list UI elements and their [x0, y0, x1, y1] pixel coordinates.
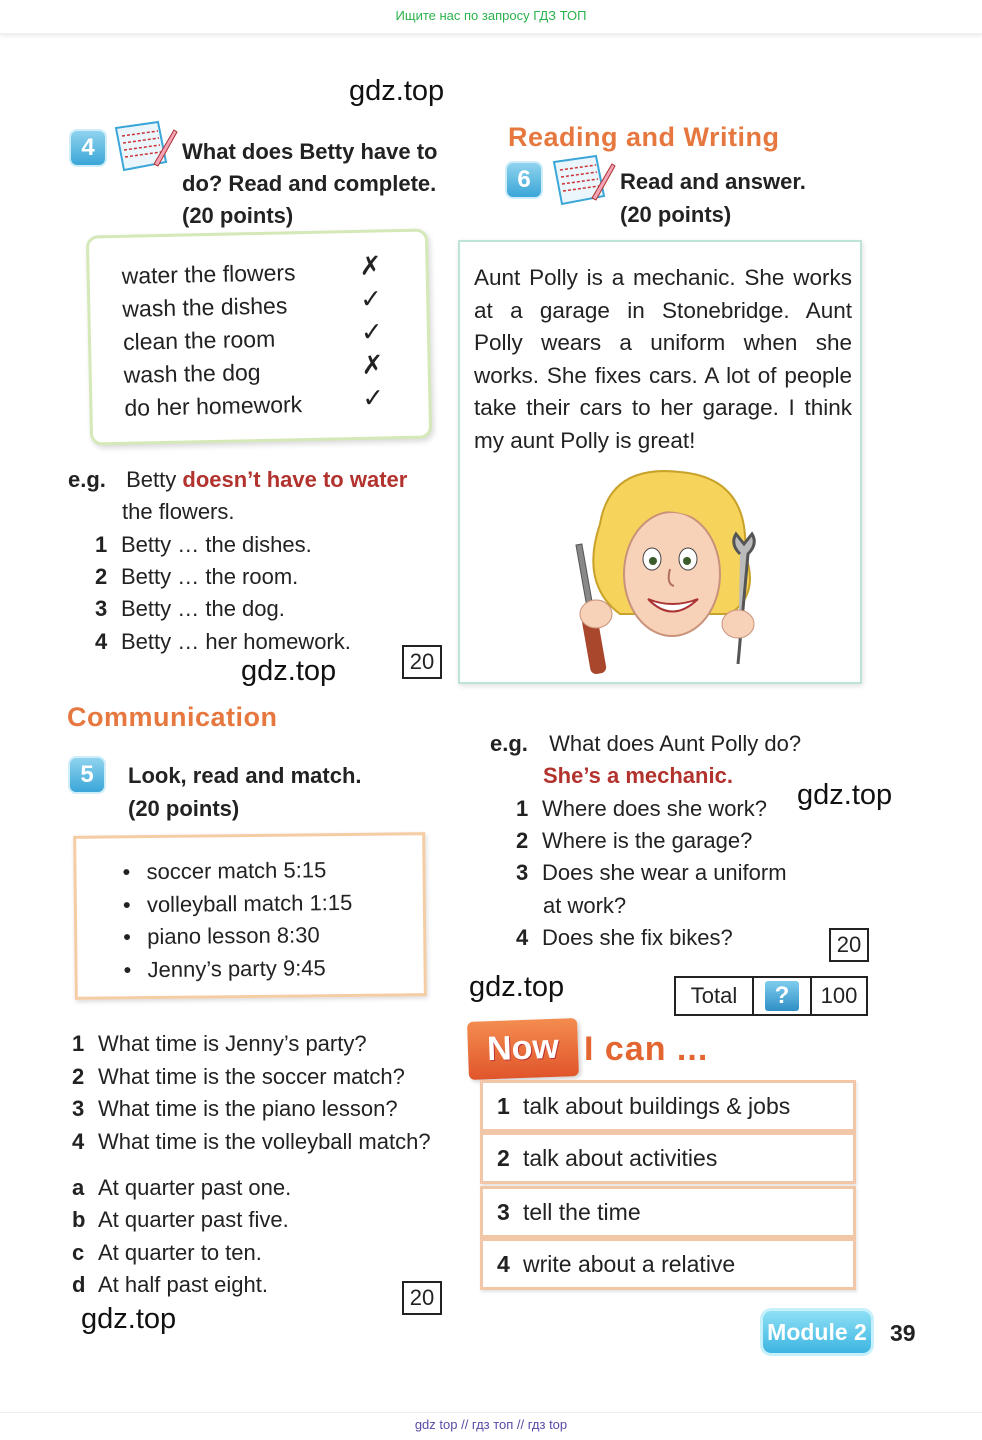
- task-number-badge: 6: [507, 163, 541, 197]
- total-label: Total: [676, 978, 754, 1014]
- answer-item: d At half past eight.: [72, 1272, 268, 1297]
- question-icon: ?: [754, 978, 812, 1014]
- eg-question: What does Aunt Polly do?: [549, 731, 802, 756]
- chores-box: [86, 228, 432, 445]
- watermark: gdz.top: [241, 655, 337, 687]
- answer-item: a At quarter past one.: [72, 1175, 292, 1200]
- task-number-badge: 4: [71, 131, 105, 165]
- task6-title: Read and answer.: [620, 169, 806, 194]
- writing-paper-icon: [548, 154, 616, 210]
- chore-item: do her homework: [124, 391, 303, 421]
- now-badge: Now: [467, 1018, 579, 1080]
- top-banner: Ищите нас по запросу ГДЗ ТОП: [0, 0, 982, 34]
- question-item: 3 What time is the piano lesson?: [72, 1096, 398, 1121]
- reading-question-cont: at work?: [543, 893, 627, 918]
- task4-item: 1 Betty … the dishes.: [95, 532, 312, 557]
- schedule-item: • Jenny’s party 9:45: [123, 955, 326, 983]
- aunt-polly-illustration: [560, 464, 780, 696]
- reading-passage-box: [458, 240, 862, 684]
- i-can-item: 2 talk about activities: [480, 1132, 856, 1184]
- task5-score-box: 20: [402, 1281, 442, 1315]
- eg-answer: She’s a mechanic.: [543, 763, 733, 788]
- check-mark-icon: ✓: [360, 316, 384, 347]
- task4-item: 3 Betty … the dog.: [95, 596, 285, 621]
- reading-question: 2 Where is the garage?: [516, 828, 753, 853]
- module-badge: Module 2: [763, 1311, 871, 1353]
- task4-score-box: 20: [402, 645, 442, 679]
- task4-title-line1: What does Betty have to: [182, 139, 438, 164]
- task4-example: [68, 464, 407, 496]
- question-item: 1 What time is Jenny’s party?: [72, 1031, 367, 1056]
- question-item: 2 What time is the soccer match?: [72, 1064, 405, 1089]
- watermark: gdz.top: [469, 971, 565, 1003]
- communication-heading: Communication: [67, 702, 278, 732]
- i-can-item: 1 talk about buildings & jobs: [480, 1080, 856, 1132]
- watermark: gdz.top: [349, 75, 445, 107]
- schedule-item: • soccer match 5:15: [122, 857, 327, 885]
- cross-mark-icon: ✗: [361, 349, 384, 380]
- task4-points: (20 points): [182, 203, 294, 228]
- writing-paper-icon: [110, 120, 178, 176]
- eg-answer: doesn’t have to water: [182, 467, 408, 492]
- eg-start: Betty: [126, 467, 177, 492]
- chore-item: wash the dishes: [122, 292, 288, 322]
- eg-label: e.g.: [490, 731, 528, 756]
- reading-example: [490, 728, 801, 760]
- schedule-item: • volleyball match 1:15: [122, 889, 353, 918]
- task6-points: (20 points): [620, 202, 732, 227]
- schedule-item: • piano lesson 8:30: [123, 922, 320, 950]
- task4-title-line2: do? Read and complete.: [182, 171, 437, 196]
- reading-passage: Aunt Polly is a mechanic. She works at a garage in Stonebridge. Aunt Polly wears a uniform when she works. She fixes cars. A lot of people take their cars to her garage. I think my aunt Polly is great!: [474, 265, 852, 453]
- answer-item: b At quarter past five.: [72, 1207, 289, 1232]
- question-item: 4 What time is the volleyball match?: [72, 1129, 431, 1154]
- reading-question: 4 Does she fix bikes?: [516, 925, 733, 950]
- reading-question: 3 Does she wear a uniform: [516, 860, 787, 885]
- eg-end: the flowers.: [122, 499, 235, 524]
- task6-score-box: 20: [829, 928, 869, 962]
- watermark: gdz.top: [797, 779, 893, 811]
- eg-label: e.g.: [68, 467, 106, 492]
- watermark: gdz.top: [81, 1303, 177, 1335]
- page-number: 39: [890, 1320, 916, 1346]
- bottom-banner: gdz top // гдз топ // гдз top: [0, 1412, 982, 1440]
- chore-item: wash the dog: [123, 358, 261, 388]
- task4-item: 4 Betty … her homework.: [95, 629, 351, 654]
- answer-item: c At quarter to ten.: [72, 1240, 262, 1265]
- check-mark-icon: ✓: [359, 283, 383, 314]
- task4-item: 2 Betty … the room.: [95, 564, 299, 589]
- i-can-heading: I can ...: [584, 1030, 709, 1068]
- chore-item: water the flowers: [121, 259, 296, 289]
- cross-mark-icon: ✗: [359, 250, 382, 281]
- i-can-item: 4 write about a relative: [480, 1238, 856, 1290]
- i-can-item: 3 tell the time: [480, 1186, 856, 1238]
- check-mark-icon: ✓: [361, 382, 385, 413]
- total-max: 100: [820, 983, 858, 1008]
- reading-question: 1 Where does she work?: [516, 796, 767, 821]
- chore-item: clean the room: [122, 325, 276, 355]
- task5-points: (20 points): [128, 796, 240, 821]
- schedule-box: [73, 832, 427, 1000]
- reading-writing-heading: Reading and Writing: [508, 122, 780, 152]
- total-score-table: [674, 976, 868, 1016]
- task-number-badge: 5: [70, 758, 104, 792]
- task5-title: Look, read and match.: [128, 763, 362, 788]
